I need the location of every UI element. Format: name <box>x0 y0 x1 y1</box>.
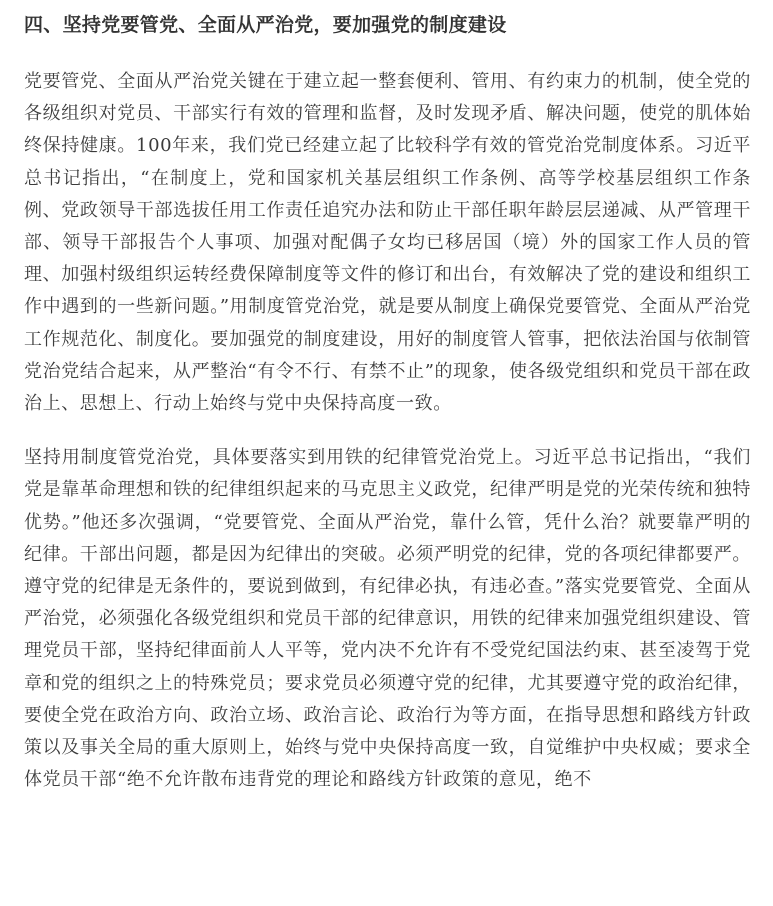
article-paragraph-1: 党要管党、全面从严治党关键在于建立起一整套便利、管用、有约束力的机制，使全党的各级组织对党员、干部实行有效的管理和监督，及时发现矛盾、解决问题，使党的肌体始终保持健康。100年来，我们党已经建立起了比较科学有效的管党治党制度体系。习近平总书记指出，“在制度上，党和国家机关基层组织工作条例、高等学校基层组织工作条例、党政领导干部选拔任用工作责任追究办法和防止干部任职年龄层层递减、从严管理干部、领导干部报告个人事项、加强对配偶子女均已移居国（境）外的国家工作人员的管理、加强村级组织运转经费保障制度等文件的修订和出台，有效解决了党的建设和组织工作中遇到的一些新问题。”用制度管党治党，就是要从制度上确保党要管党、全面从严治党工作规范化、制度化。要加强党的制度建设，用好的制度管人管事，把依法治国与依制管党治党结合起来，从严整治“有令不行、有禁不止”的现象，使各级党组织和党员干部在政治上、思想上、行动上始终与党中央保持高度一致。 <box>24 71 751 415</box>
section-title: 四、坚持党要管党、全面从严治党，要加强党的制度建设 <box>24 14 507 36</box>
article-paragraph-2: 坚持用制度管党治党，具体要落实到用铁的纪律管党治党上。习近平总书记指出，“我们党是靠革命理想和铁的纪律组织起来的马克思主义政党，纪律严明是党的光荣传统和独特优势。”他还多次强调，“党要管党、全面从严治党，靠什么管，凭什么治？就要靠严明的纪律。干部出问题，都是因为纪律出的突破。必须严明党的纪律，党的各项纪律都要严。遵守党的纪律是无条件的，要说到做到，有纪律必执，有违必查。”落实党要管党、全面从严治党，必须强化各级党组织和党员干部的纪律意识，用铁的纪律来加强党组织建设、管理党员干部，坚持纪律面前人人平等，党内决不允许有不受党纪国法约束、甚至凌驾于党章和党的组织之上的特殊党员；要求党员必须遵守党的纪律，尤其要遵守党的政治纪律，要使全党在政治方向、政治立场、政治言论、政治行为等方面，在指导思想和路线方针政策以及事关全局的重大原则上，始终与党中央保持高度一致，自觉维护中央权威；要求全体党员干部“绝不允许散布违背党的理论和路线方针政策的意见，绝不 <box>24 447 751 791</box>
